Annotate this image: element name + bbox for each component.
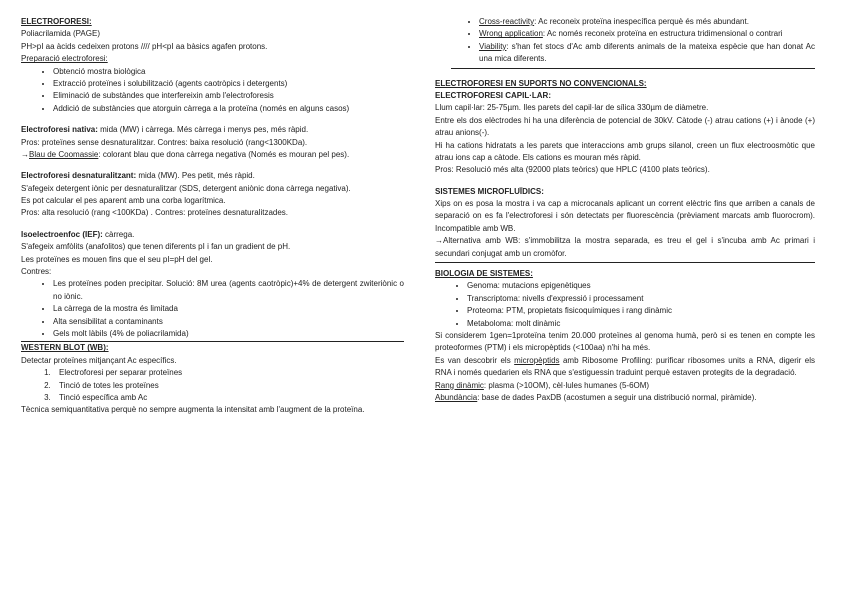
desnat-text: mida (MW). Pes petit, més ràpid. — [136, 171, 255, 181]
micro-text: Xips on es posa la mostra i va cap a microcanals aplicant un corrent elèctric fins que arriben a canals de separació on es fa l'electroforesi i són detectats per fluorescència (prèviament marcats amb fluorocrom). Incompatible amb WB. — [435, 199, 815, 233]
move-line: Les proteïnes es mouen fins que el seu pI=pH del gel. — [21, 254, 213, 264]
log-line: Es pot calcular el pes aparent amb una corba logarítmica. — [21, 196, 226, 206]
list-item: • Gels molt làbils (4% de poliacrilamida) — [53, 328, 404, 340]
ampho-line: S'afegeix amfòlits (anafolitos) que tenen diferents pI i fan un gradient de pH. — [21, 242, 291, 252]
bio-list — [435, 280, 815, 330]
coomassie-text: : colorant blau que dona càrrega negativa (Només es mouran pel pes). — [98, 149, 350, 159]
list-item: 3. Tinció específica amb Ac — [53, 392, 404, 404]
issue-text: : Ac només reconeix proteïna en estructura tridimensional o contrari — [542, 29, 783, 39]
list-item: • Alta sensibilitat a contaminants — [53, 316, 404, 328]
contres-label: Contres: — [21, 267, 52, 277]
capil-line-3: Hi ha cations hidratats a les parets que interaccions amb grups silanol, creen un flux electroosmòtic que atrau ions cap a càtode. Els cations es mouran més ràpid. — [435, 140, 815, 162]
wb-text: Detectar proteïnes mitjançant Ac específics. — [21, 355, 177, 365]
nativa-title: Electroforesi nativa: — [21, 125, 98, 135]
abund-text: : base de dades PaxDB (acostumen a seguir una distribució normal, piràmide). — [477, 392, 757, 402]
bio-heading: BIOLOGIA DE SISTEMES: — [435, 269, 533, 279]
list-item — [479, 41, 815, 66]
prep-list — [21, 66, 404, 116]
ief-title: Isoelectroenfoc (IEF): — [21, 229, 103, 239]
micropep-paragraph — [435, 355, 815, 380]
nativa-pros: Pros: proteïnes sense desnaturalitzar. Contres: baixa resolució (rang<1300KDa). — [21, 137, 308, 147]
western-blot-heading: WESTERN BLOT (WB): — [21, 343, 109, 353]
rang-line — [435, 380, 815, 392]
capil-pros: Pros: Resolució més alta (92000 plats teòrics) que HPLC (4100 plats teòrics). — [435, 165, 710, 175]
abund-label: Abundància — [435, 392, 478, 402]
micro-alt: →Alternativa amb WB: s'immobilitza la mostra separada, es treu el gel i s'incuba amb Ac primari i secundari conjugat amb un cromòfor. — [435, 235, 815, 263]
right-column — [435, 16, 815, 404]
issue-text: : s'han fet stocs d'Ac amb diferents animals de la mateixa espècie que han donat Ac una mica diferents. — [479, 41, 815, 64]
list-item: • Addició de substàncies que atorguin càrrega a la proteïna (només en alguns casos) — [53, 103, 404, 115]
issue-label: Wrong application — [479, 29, 543, 39]
rang-label: Rang dinàmic — [435, 380, 484, 390]
list-item: • La càrrega de la mostra és limitada — [53, 303, 404, 315]
issue-label: Viability — [479, 41, 507, 51]
list-item: • Proteoma: PTM, propietats fisicoquímiques i rang dinàmic — [467, 305, 815, 317]
coomassie-line — [21, 149, 404, 161]
capil-line-1: Llum capil·lar: 25-75µm. Iles parets del capil·lar de sílica 330µm de diàmetre. — [435, 103, 709, 113]
list-item: • Metaboloma: molt dinàmic — [467, 318, 815, 330]
capil-heading: ELECTROFORESI CAPIL·LAR: — [435, 90, 551, 100]
micropep-label: micropèptids — [514, 355, 560, 365]
nativa-paragraph — [21, 124, 404, 136]
issue-label: Cross-reactivity — [479, 17, 535, 26]
electroforesi-heading: ELECTROFORESI: — [21, 17, 92, 26]
micropep-pre: Es van descobrir els — [435, 355, 515, 365]
page-line: Poliacrilamida (PAGE) — [21, 29, 100, 39]
wb-tech: Tècnica semiquantitativa perquè no sempre augmenta la intensitat amb l'augment de la proteïna. — [21, 405, 365, 415]
list-item: • Obtenció mostra biològica — [53, 66, 404, 78]
sds-line: S'afegeix detergent iònic per desnaturalitzar (SDS, detergent aniònic dona càrrega negativa). — [21, 183, 351, 193]
nativa-text: mida (MW) i càrrega. Més càrrega i menys pes, més ràpid. — [97, 125, 309, 135]
desnat-pros: Pros: alta resolució (rang <100KDa) . Contres: proteïnes desnaturalitzades. — [21, 208, 289, 218]
list-item: • Les proteïnes poden precipitar. Solució: 8M urea (agents caotròpic)+4% de detergent zwiteriònic o no iònic. — [53, 278, 404, 303]
arrow-icon: → — [21, 149, 29, 159]
list-item: 1. Electroforesi per separar proteïnes — [53, 367, 404, 379]
list-item: 2. Tinció de totes les proteïnes — [53, 380, 404, 392]
contres-list — [21, 278, 404, 342]
wb-steps — [21, 367, 404, 404]
desnat-title: Electroforesi desnaturalitzant: — [21, 171, 137, 181]
list-item: • Extracció proteïnes i solubilització (agents caotròpics i detergents) — [53, 78, 404, 90]
issue-text: : Ac reconeix proteïna inespecífica perquè és més abundant. — [534, 17, 749, 26]
suports-heading: ELECTROFORESI EN SUPORTS NO CONVENCIONALS: — [435, 78, 647, 88]
bio-gene: Si considerem 1gen=1proteïna tenim 20.000 proteïnes al genoma humà, però si es tenen en compte les proteoformes (PTM) i els micropèptids (<100aa) n'hi ha més. — [435, 330, 815, 353]
ief-paragraph — [21, 229, 404, 241]
rang-text: : plasma (>10OM), cèl·lules humanes (5-6OM) — [483, 380, 650, 390]
ief-text: càrrega. — [102, 229, 135, 239]
ph-line: PH>pI aa àcids cedeixen protons //// pH<pI aa bàsics agafen protons. — [21, 41, 268, 51]
list-item: • Eliminació de substàndes que interfereixin amb l'electroforesis — [53, 90, 404, 102]
left-column — [21, 16, 404, 417]
abund-line — [435, 392, 815, 404]
list-item — [479, 16, 815, 28]
list-item — [479, 28, 815, 40]
micro-heading: SISTEMES MICROFLUÏDICS: — [435, 186, 544, 196]
list-item: • Transcriptoma: nivells d'expressió i processament — [467, 293, 815, 305]
prep-heading: Preparació electroforesi: — [21, 54, 108, 64]
list-item: • Genoma: mutacions epigenètiques — [467, 280, 815, 292]
capil-line-2: Entre els dos elèctrodes hi ha una diferència de potencial de 30kV. Càtode (-) atrau cations (+) i ànode (+) atrau anions(-). — [435, 115, 815, 138]
wb-issues-list — [451, 16, 815, 69]
coomassie-label: Blau de Coomassie — [29, 149, 99, 159]
micropep-text: amb Ribosome Profiling: purificar ribosomes units a RNA, digerir els RNA i només quedarien els RNA que s'estiguessin traduint perquè estaven protegits de la degradació. — [435, 355, 815, 378]
desnat-paragraph — [21, 170, 404, 182]
